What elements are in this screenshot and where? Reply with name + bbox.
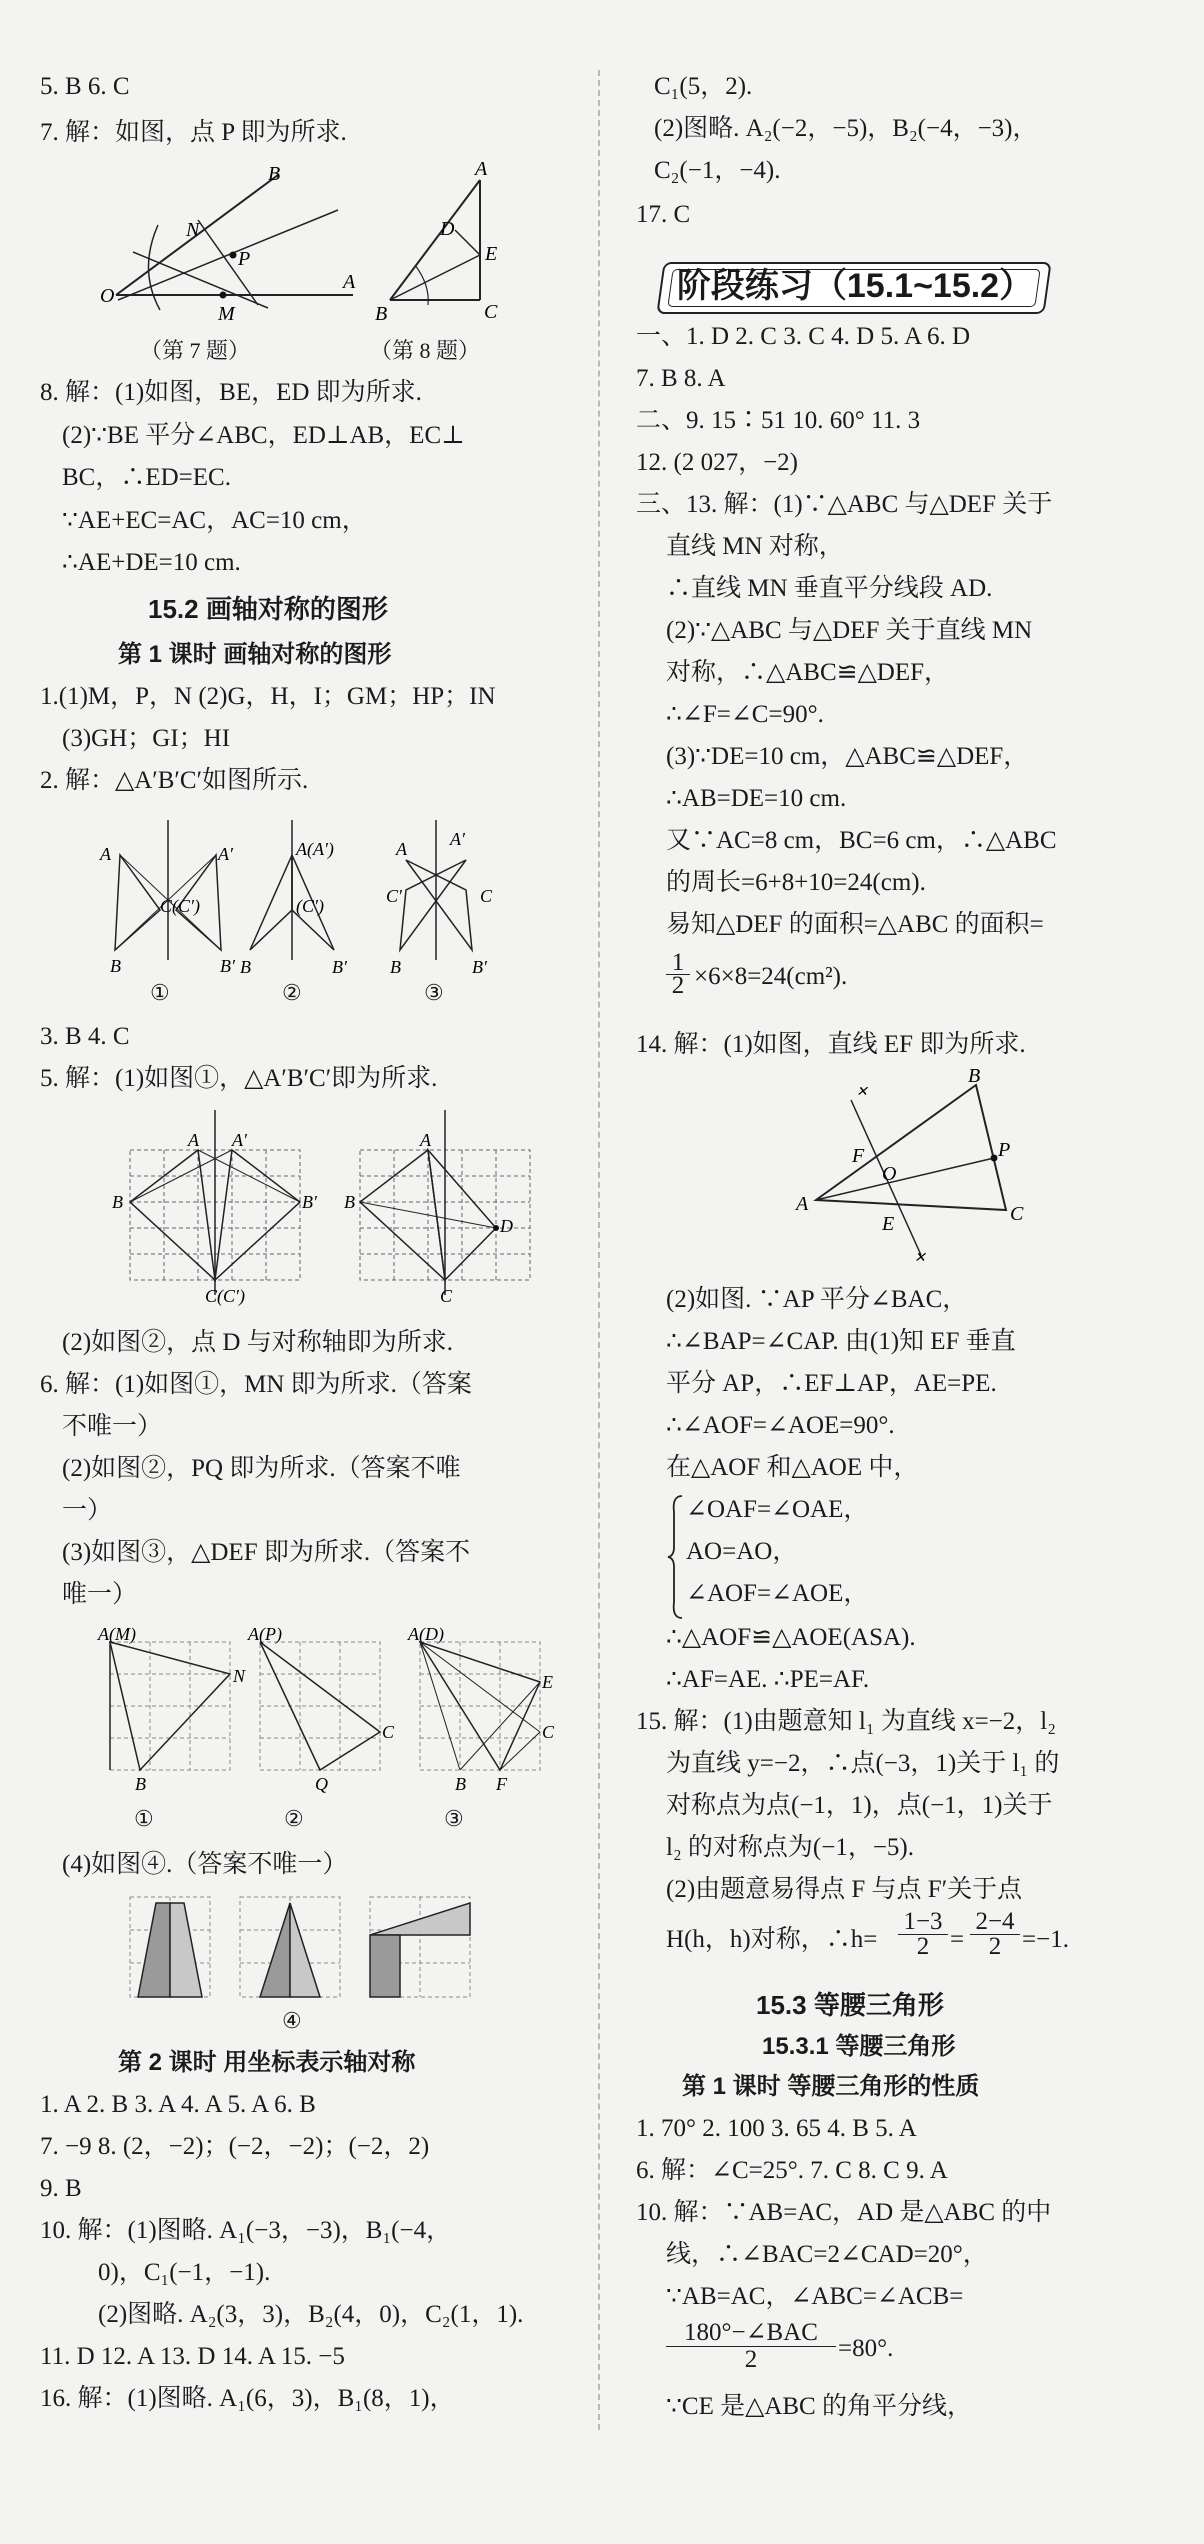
answer-13-line3: ∴直线 MN 垂直平分线段 AD. (666, 575, 993, 602)
svg-text:A(P): A(P) (248, 1624, 282, 1644)
answer-15-line3: 对称点为点(−1，1)，点(−1，1)关于 (666, 1792, 1053, 1819)
answer-8-line3: BC，∴ED=EC. (62, 464, 231, 491)
column-divider (598, 70, 600, 2430)
answer-1-line1: 1.(1)M，P，N (2)G，H，I；GM；HP；IN (40, 683, 496, 710)
answer-3-4: 3. B 4. C (40, 1023, 130, 1050)
svg-text:O: O (100, 285, 115, 307)
svg-text:B: B (240, 957, 251, 977)
svg-text:C: C (382, 1722, 395, 1742)
svg-text:B: B (110, 956, 121, 976)
answer-14-line9: ∠AOF=∠AOE， (686, 1580, 869, 1607)
svg-text:B′: B′ (220, 956, 235, 976)
fig-q2-label-2: ② (282, 980, 302, 1005)
frac-half-num: 1 (671, 949, 685, 976)
svg-text:E: E (882, 1213, 895, 1235)
svg-text:P: P (998, 1139, 1011, 1161)
answer-13-line2: 直线 MN 对称， (666, 533, 844, 560)
answer-6-line3: (2)如图②，PQ 即为所求.（答案不唯 (62, 1455, 461, 1482)
answer-6-line5: (3)如图③，△DEF 即为所求.（答案不 (62, 1539, 471, 1566)
lesson-1-title: 第 1 课时 画轴对称的图形 (118, 641, 392, 668)
svg-text:A: A (188, 1130, 199, 1150)
svg-text:(C′): (C′) (296, 896, 324, 916)
svg-text:A: A (475, 158, 488, 180)
svg-text:C: C (440, 1286, 453, 1306)
svg-text:A: A (396, 839, 407, 859)
answer-15-line6: H(h，h)对称，∴h= (666, 1926, 878, 1953)
frac-h1-den: 2 (898, 1934, 948, 1959)
svg-text:D: D (440, 218, 455, 240)
frac-h2 (970, 1910, 1020, 1959)
answer-14-line3: ∴∠BAP=∠CAP. 由(1)知 EF 垂直 (666, 1328, 1016, 1355)
frac-h1-num: 1−3 (903, 1908, 943, 1935)
svg-text:B: B (375, 303, 388, 325)
answer-15-eq: = (950, 1926, 965, 1953)
svg-text:B′: B′ (472, 957, 487, 977)
answers-7-8: 7. −9 8. (2，−2)；(−2，−2)；(−2，2) (40, 2133, 430, 2160)
answer-6-part4: (4)如图④.（答案不唯一） (62, 1851, 348, 1878)
svg-text:C(C′): C(C′) (205, 1286, 245, 1306)
fig-q6-label-1: ① (134, 1806, 154, 1831)
svg-text:E: E (542, 1672, 553, 1692)
svg-text:D: D (500, 1216, 513, 1236)
svg-text:A′: A′ (218, 844, 233, 864)
answer-15-line2: 为直线 y=−2，∴点(−3，1)关于 l₁ 的 (666, 1750, 1060, 1777)
svg-text:A(M): A(M) (98, 1624, 136, 1644)
answer-14-line11: ∴AF=AE. ∴PE=AF. (666, 1666, 870, 1693)
answer-16-line4: C₂(−1，−4). (654, 157, 781, 184)
answer-13-line1: 三、13. 解：(1)∵△ABC 与△DEF 关于 (636, 491, 1053, 518)
answer-14-line7: ∠OAF=∠OAE， (686, 1496, 869, 1523)
answer-6-line2: 不唯一） (62, 1413, 163, 1440)
svg-text:N: N (186, 219, 200, 241)
answer-10-line3: (2)图略. A₂(3，3)，B₂(4，0)，C₂(1，1). (98, 2301, 524, 2328)
fig-q6-label-3: ③ (444, 1806, 464, 1831)
answer-10-line3: ∵AB=AC，∠ABC=∠ACB= (666, 2283, 964, 2310)
answer-16-line3: (2)图略. A₂(−2，−5)，B₂(−4，−3)， (654, 115, 1038, 142)
answer-5-part2: (2)如图②，点 D 与对称轴即为所求. (62, 1329, 453, 1356)
answer-10-line2: 线，∴∠BAC=2∠CAD=20°， (666, 2241, 988, 2268)
answer-17: 17. C (636, 201, 691, 228)
svg-text:O: O (882, 1163, 897, 1185)
part2-answers-9-11: 二、9. 15∶51 10. 60° 11. 3 (636, 407, 921, 434)
answer-15-line1: 15. 解：(1)由题意知 l₁ 为直线 x=−2，l₂ (636, 1708, 1056, 1735)
answer-10-line1: 10. 解：∵AB=AC，AD 是△ABC 的中 (636, 2199, 1052, 2226)
subsection-15-3-1-title: 15.3.1 等腰三角形 (762, 2033, 956, 2060)
answer-14-line6: 在△AOF 和△AOE 中， (666, 1454, 919, 1481)
answer-7: 7. 解：如图，点 P 即为所求. (40, 119, 347, 146)
svg-text:A′: A′ (232, 1130, 247, 1150)
answer-10-line5: ∵CE 是△ABC 的角平分线， (666, 2393, 972, 2420)
answer-6-line6: 唯一） (62, 1581, 138, 1608)
svg-text:M: M (218, 303, 235, 325)
svg-text:Q: Q (315, 1774, 328, 1794)
svg-text:E: E (485, 243, 498, 265)
answer-13-line11: 易知△DEF 的面积=△ABC 的面积= (666, 911, 1044, 938)
answer-5: 5. 解：(1)如图①，△A′B′C′即为所求. (40, 1065, 438, 1092)
svg-text:C: C (484, 301, 498, 323)
answer-13-line12: ×6×8=24(cm²). (694, 963, 848, 990)
answers-1-6: 1. A 2. B 3. A 4. A 5. A 6. B (40, 2091, 316, 2118)
svg-text:A(A′): A(A′) (296, 839, 334, 859)
svg-text:B′: B′ (332, 957, 347, 977)
answer-14-line2: (2)如图. ∵AP 平分∠BAC， (666, 1286, 968, 1313)
part2-answer-12: 12. (2 027，−2) (636, 449, 798, 476)
section-15-3-title: 15.3 等腰三角形 (756, 1990, 944, 2020)
stage-title: 阶段练习（15.1~15.2） (676, 267, 1034, 305)
svg-text:B: B (112, 1192, 123, 1212)
svg-text:C: C (480, 886, 493, 906)
svg-text:C′: C′ (386, 886, 402, 906)
svg-text:B: B (268, 163, 281, 185)
svg-text:A(D): A(D) (408, 1624, 444, 1644)
answer-10-line1: 10. 解：(1)图略. A₁(−3，−3)，B₁(−4， (40, 2217, 452, 2244)
answer-8-line4: ∵AE+EC=AC，AC=10 cm， (62, 507, 367, 534)
answer-14-line10: ∴△AOF≌△AOE(ASA). (666, 1624, 916, 1651)
answer-13-line4: (2)∵△ABC 与△DEF 关于直线 MN (666, 617, 1033, 644)
fig-q6-label-2: ② (284, 1806, 304, 1831)
fig-q2-label-1: ① (150, 980, 170, 1005)
svg-text:✕: ✕ (914, 1251, 926, 1266)
svg-text:B: B (135, 1774, 146, 1794)
figure-q6-4 (130, 1895, 510, 2005)
answer-16-line2: C₁(5，2). (654, 73, 753, 100)
svg-text:A: A (100, 844, 111, 864)
answers-11-15: 11. D 12. A 13. D 14. A 15. −5 (40, 2343, 345, 2370)
svg-text:B: B (968, 1065, 981, 1087)
answer-13-line7: (3)∵DE=10 cm，△ABC≌△DEF， (666, 743, 1029, 770)
frac-angle-num: 180°−∠BAC (684, 2319, 818, 2346)
answer-6-line1: 6. 解：(1)如图①，MN 即为所求.（答案 (40, 1371, 472, 1398)
lesson-2-title: 第 2 课时 用坐标表示轴对称 (118, 2049, 416, 2076)
answer-5-6: 5. B 6. C (40, 73, 130, 100)
answer-8-line5: ∴AE+DE=10 cm. (62, 549, 241, 576)
svg-text:C: C (542, 1722, 555, 1742)
svg-text:N: N (233, 1666, 246, 1686)
brace-icon (666, 1492, 686, 1622)
frac-h2-num: 2−4 (975, 1908, 1015, 1935)
frac-h2-den: 2 (970, 1934, 1020, 1959)
frac-h1 (898, 1910, 948, 1959)
answer-13-line6: ∴∠F=∠C=90°. (666, 701, 824, 728)
lesson-1-properties-title: 第 1 课时 等腰三角形的性质 (682, 2073, 980, 2100)
answer-14-line5: ∴∠AOF=∠AOE=90°. (666, 1412, 895, 1439)
frac-half (666, 949, 690, 999)
figure-8-caption: （第 8 题） (370, 338, 481, 363)
answer-9: 9. B (40, 2175, 82, 2202)
figure-8 (370, 160, 520, 330)
svg-text:B: B (344, 1192, 355, 1212)
answer-15-result: =−1. (1022, 1926, 1069, 1953)
frac-angle (666, 2320, 836, 2373)
section-15-2-title: 15.2 画轴对称的图形 (148, 594, 388, 624)
answer-13-line9: 又∵AC=8 cm，BC=6 cm，∴△ABC (666, 827, 1057, 854)
answer-1-line2: (3)GH；GI；HI (62, 725, 231, 752)
svg-text:A: A (796, 1193, 809, 1215)
figure-q2 (100, 810, 540, 977)
figure-7-caption: （第 7 题） (140, 338, 251, 363)
answer-8-line1: 8. 解：(1)如图，BE，ED 即为所求. (40, 379, 422, 406)
svg-text:A: A (420, 1130, 431, 1150)
svg-text:B: B (390, 957, 401, 977)
figure-7 (98, 160, 358, 330)
svg-text:P: P (238, 248, 251, 270)
answer-13-line8: ∴AB=DE=10 cm. (666, 785, 847, 812)
part1-answers-1-6: 一、1. D 2. C 3. C 4. D 5. A 6. D (636, 323, 971, 350)
answer-15-line4: l₂ 的对称点为(−1，−5). (666, 1834, 915, 1861)
answers-6-9: 6. 解：∠C=25°. 7. C 8. C 9. A (636, 2157, 948, 2184)
fig-q6-4-label: ④ (282, 2008, 302, 2033)
svg-text:C: C (1010, 1203, 1024, 1225)
answer-10-line4: =80°. (838, 2335, 894, 2362)
answer-13-line5: 对称，∴△ABC≌△DEF， (666, 659, 950, 686)
svg-text:✕: ✕ (856, 1085, 868, 1100)
frac-half-den: 2 (666, 974, 690, 997)
figure-q6 (90, 1622, 560, 1802)
answer-14-line4: 平分 AP，∴EF⊥AP，AE=PE. (666, 1370, 997, 1397)
answers-1-5: 1. 70° 2. 100 3. 65 4. B 5. A (636, 2115, 917, 2142)
svg-text:B′: B′ (302, 1192, 317, 1212)
answer-8-line2: (2)∵BE 平分∠ABC，ED⊥AB，EC⊥ (62, 422, 465, 449)
svg-text:C(C′): C(C′) (160, 896, 200, 916)
svg-text:F: F (496, 1774, 507, 1794)
answer-10-line2: 0)，C₁(−1，−1). (98, 2259, 271, 2286)
answer-15-line5: (2)由题意易得点 F 与点 F′关于点 (666, 1876, 1023, 1903)
answer-16-line1: 16. 解：(1)图略. A₁(6，3)，B₁(8，1)， (40, 2385, 455, 2412)
answer-13-line10: 的周长=6+8+10=24(cm). (666, 869, 926, 896)
frac-angle-den: 2 (666, 2346, 836, 2373)
answer-2: 2. 解：△A′B′C′如图所示. (40, 767, 309, 794)
figure-q5 (112, 1110, 560, 1310)
figure-14 (796, 1065, 1056, 1270)
answer-6-line4: 一） (62, 1497, 113, 1524)
svg-text:A: A (343, 271, 356, 293)
fig-q2-label-3: ③ (424, 980, 444, 1005)
svg-text:F: F (852, 1145, 865, 1167)
svg-text:A′: A′ (450, 829, 465, 849)
answer-14-line1: 14. 解：(1)如图，直线 EF 即为所求. (636, 1031, 1026, 1058)
answer-14-line8: AO=AO， (686, 1538, 798, 1565)
svg-text:B: B (455, 1774, 466, 1794)
part1-answers-7-8: 7. B 8. A (636, 365, 726, 392)
